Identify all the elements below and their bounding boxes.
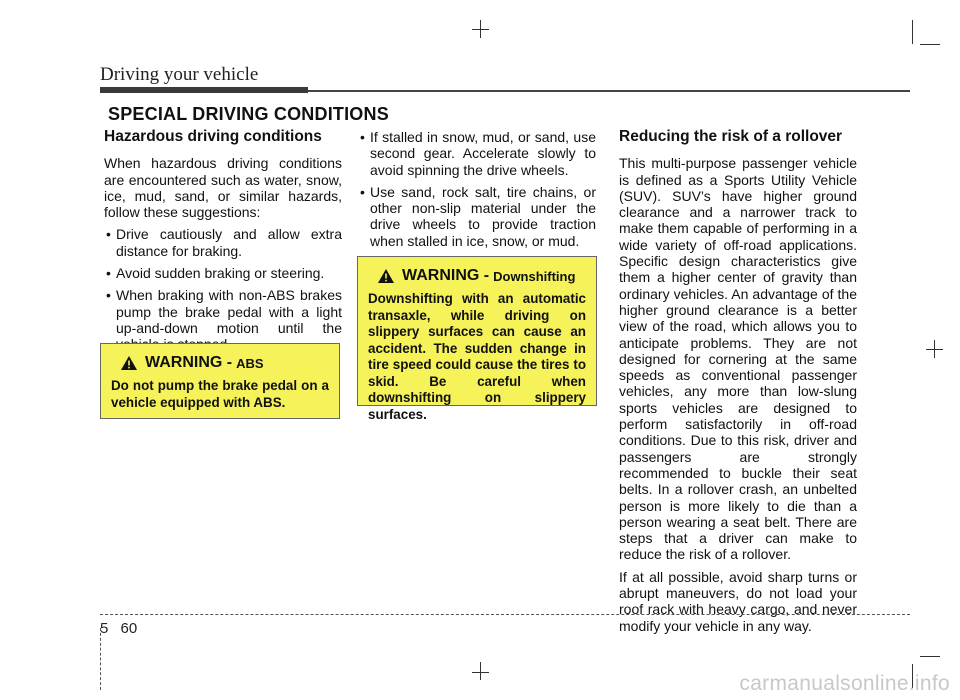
list-item: • If stalled in snow, mud, or sand, use second gear. Accelerate slowly to avoid spinning the drive wheels. [358,129,596,178]
crop-mark-bottom-center-bar [472,672,489,673]
warning-topic: ABS [236,355,264,371]
header-bar [100,87,308,93]
warning-label: WARNING - [402,267,490,284]
crop-mark-top-center-bar [472,29,489,30]
warning-header [368,267,586,285]
column-left [104,128,342,359]
warning-triangle-icon [121,356,137,370]
header-title: Driving your vehicle [100,64,259,85]
warning-box-downshifting [357,256,597,422]
crop-mark-bottom-center [480,662,481,680]
footer-rule [100,614,910,615]
page-number [100,620,137,637]
hazard-list [104,226,342,352]
warning-triangle-icon [378,269,394,283]
crop-mark-right-middle-bar [926,349,943,350]
hazard-list-continued [358,129,596,249]
warning-text: Downshifting with an automatic transaxle, while driving on slippery surfaces can cause an accident. The sudden change in tire speed could cause the tires to skid. Be careful when downshifting on slippery surfaces. [368,291,586,422]
warning-box-abs [100,343,340,419]
list-item: • Avoid sudden braking or steering. [104,265,342,281]
rollover-paragraph: If at all possible, avoid sharp turns or abrupt maneuvers, do not load your roof rack with heavy cargo, and never modify your vehicle in any way. [619,568,857,634]
page-number-value: 60 [120,620,138,637]
footer-vertical-rule [100,628,101,690]
section-number: 5 [100,620,109,637]
header-rule [308,90,910,92]
warning-header [111,354,329,372]
warning-text: Do not pump the brake pedal on a vehicle equipped with ABS. [111,378,329,410]
rollover-heading: Reducing the risk of a rollover [619,128,843,145]
hazard-heading: Hazardous driving conditions [104,128,322,145]
crop-mark-top-right-v [912,20,913,44]
warning-label: WARNING - [145,354,233,371]
list-item: • Use sand, rock salt, tire chains, or other non-slip material under the drive wheels to provide traction when stalled in ice, snow, or mud. [358,184,596,249]
column-right [619,128,857,640]
warning-topic: Downshifting [493,268,576,284]
watermark: carmanualsonline.info [739,672,950,695]
crop-mark-top-right-h [920,44,940,45]
list-item: • Drive cautiously and allow extra distance for braking. [104,226,342,259]
hazard-intro: When hazardous driving conditions are encountered such as water, snow, ice, mud, sand, or similar hazards, follow these suggestions: [104,155,342,221]
rollover-paragraph: This multi-purpose passenger vehicle is defined as a Sports Utility Vehicle (SUV). SUV’s have higher ground clearance and a narrower track to make them capable of performing in a wide variety of off-road applications. Specific design characteristics give them a higher center of gravity than ordinary vehicles. An advantage of the higher ground clearance is a better view of the road, which allows you to anticipate problems. They are not designed for cornering at the same speeds as conventional passenger vehicles, any more than low-slung sports vehicles are designed to perform satisfactorily in off-road conditions. Due to this risk, driver and passengers are strongly recommended to buckle their seat belts. In a rollover crash, an unbelted person is more likely to die than a person wearing a seat belt. There are steps that a driver can make to reduce the risk of a rollover. [619,155,857,563]
list-item: • When braking with non-ABS brakes pump the brake pedal with a light up-and-down motion until the [104,287,342,352]
crop-mark-bottom-right-h [920,656,940,657]
section-title: SPECIAL DRIVING CONDITIONS [108,104,389,124]
column-middle [358,128,596,255]
